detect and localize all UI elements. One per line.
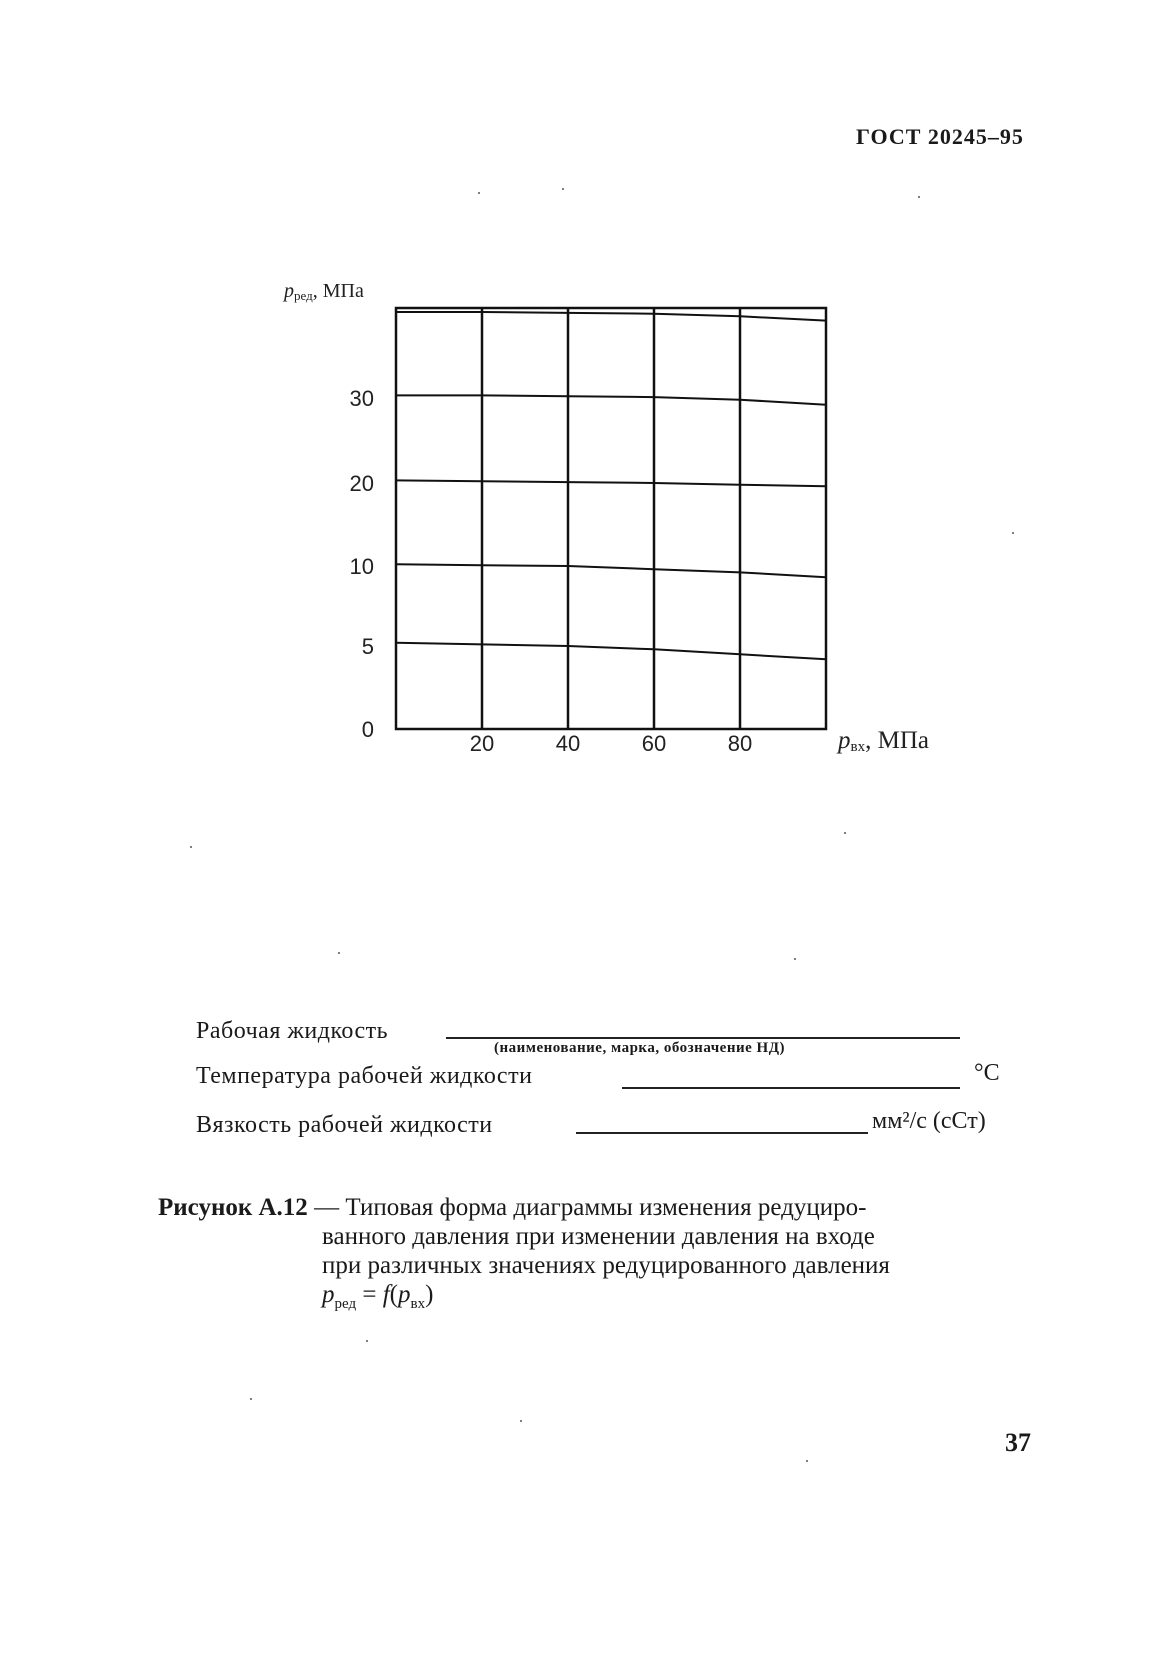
scan-speck (338, 952, 340, 954)
caption-lead: Рисунок А.12 (158, 1194, 308, 1221)
scan-speck (520, 1420, 522, 1422)
y-tick-label: 20 (349, 471, 374, 496)
y-axis-label: рред, МПа (284, 280, 364, 303)
page-number: 37 (1005, 1428, 1031, 1457)
chart-frame (396, 308, 826, 729)
temperature-unit: °С (974, 1060, 1000, 1086)
scan-speck (918, 196, 920, 198)
caption-line-1: — Типовая форма диаграммы изменения редуциро- (307, 1194, 867, 1221)
y-tick-label: 5 (361, 634, 374, 659)
chart-series (396, 312, 826, 659)
scan-speck (190, 846, 192, 848)
series-line-5 (396, 312, 826, 321)
scan-speck (562, 188, 564, 190)
series-line-3 (396, 480, 826, 486)
caption-line-2: ванного давления при изменении давления на входе (322, 1223, 875, 1250)
x-tick-label: 20 (469, 731, 495, 756)
viscosity-label: Вязкость рабочей жидкости (196, 1112, 493, 1138)
series-line-2 (396, 564, 826, 577)
fluid-hint: (наименование, марка, обозначение НД) (494, 1040, 786, 1056)
x-tick-label: 40 (555, 731, 581, 756)
temperature-label: Температура рабочей жидкости (196, 1063, 533, 1089)
scan-speck (366, 1340, 368, 1342)
viscosity-unit: мм²/с (сСт) (872, 1108, 986, 1134)
scan-speck (1012, 532, 1014, 534)
scan-speck (794, 958, 796, 960)
chart-labels (282, 280, 929, 756)
chart-grid (396, 308, 826, 729)
x-axis-label: рвх, МПа (838, 727, 929, 755)
viscosity-input[interactable] (576, 1132, 868, 1134)
scan-speck (844, 832, 846, 834)
caption-formula: $р_{ред} = f(р_{вх})$ (322, 1281, 434, 1312)
series-line-4 (396, 395, 826, 404)
temperature-input[interactable] (622, 1087, 960, 1089)
fluid-input[interactable] (446, 1037, 960, 1039)
x-tick-label: 80 (727, 731, 753, 756)
y-tick-label: 0 (361, 717, 374, 742)
scan-speck (806, 1460, 808, 1462)
caption-line-3: при различных значениях редуцированного давления (322, 1252, 890, 1279)
fluid-label: Рабочая жидкость (196, 1018, 389, 1044)
y-tick-label: 30 (349, 386, 374, 411)
scan-speck (478, 192, 480, 194)
series-line-1 (396, 643, 826, 660)
y-tick-label: 10 (349, 554, 374, 579)
document-code: ГОСТ 20245–95 (856, 124, 1024, 149)
x-tick-label: 60 (641, 731, 667, 756)
scan-speck (250, 1398, 252, 1400)
